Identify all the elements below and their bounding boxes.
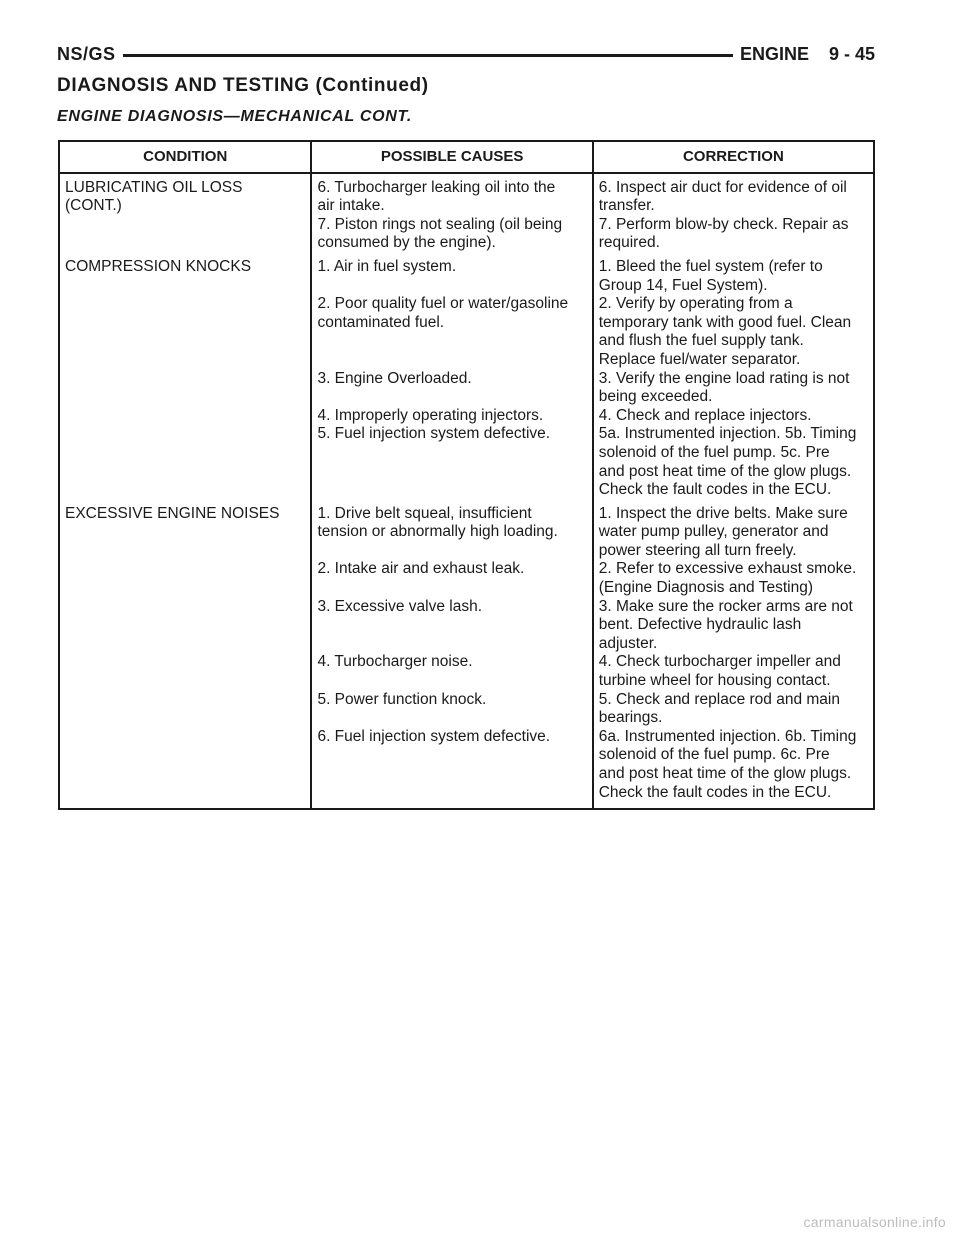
correction-cell: [593, 500, 874, 561]
cell-line: 6. Turbocharger leaking oil into the: [317, 178, 556, 196]
header-rule: [123, 54, 733, 57]
cause-cell: [311, 370, 592, 407]
cause-cell: [311, 407, 592, 426]
page-header: [57, 41, 875, 67]
cell-line: required.: [598, 234, 660, 252]
cause-cell: [311, 295, 592, 369]
cell-line: 2. Verify by operating from a: [598, 295, 793, 313]
cell-line: air intake.: [317, 197, 385, 215]
cell-line: 5. Fuel injection system defective.: [317, 425, 551, 443]
condition-cell: [59, 173, 311, 216]
condition-cell: [59, 653, 311, 690]
cell-line: 1. Drive belt squeal, insufficient: [317, 504, 532, 522]
watermark: carmanualsonline.info: [803, 1214, 946, 1230]
cell-line: consumed by the engine).: [317, 234, 496, 252]
section-name: ENGINE: [739, 44, 809, 64]
cause-cell: [311, 216, 592, 253]
cell-line: 5. Power function knock.: [317, 690, 487, 708]
cell-line: 6. Inspect air duct for evidence of oil: [598, 178, 847, 196]
cell-line: and post heat time of the glow plugs.: [598, 765, 852, 782]
correction-cell: [593, 216, 874, 253]
cell-line: 7. Perform blow-by check. Repair as: [598, 215, 849, 233]
vehicle-code: NS/GS: [57, 44, 116, 64]
column-header-correction: CORRECTION: [593, 141, 874, 173]
condition-cell: [59, 598, 311, 654]
table-row: [59, 253, 874, 295]
table-row: [59, 653, 874, 690]
table-row: [59, 728, 874, 809]
cell-line: 4. Check turbocharger impeller and: [598, 653, 841, 671]
cell-line: 3. Verify the engine load rating is not: [598, 369, 850, 387]
condition-cell: [59, 425, 311, 499]
correction-cell: [593, 653, 874, 690]
table-row: [59, 560, 874, 597]
cell-line: solenoid of the fuel pump. 5c. Pre: [598, 443, 830, 461]
subsection-title: ENGINE DIAGNOSIS—MECHANICAL CONT.: [57, 108, 412, 125]
cell-line: 4. Turbocharger noise.: [317, 653, 473, 671]
cell-line: and flush the fuel supply tank.: [598, 332, 804, 350]
cause-cell: [311, 253, 592, 295]
header-right: [740, 44, 875, 65]
cell-line: COMPRESSION KNOCKS: [65, 257, 252, 275]
table-header-row: [59, 141, 874, 173]
cell-line: 4. Check and replace injectors.: [598, 406, 812, 424]
correction-cell: [593, 425, 874, 499]
cell-line: 1. Bleed the fuel system (refer to: [598, 257, 823, 275]
cell-line: 3. Make sure the rocker arms are not: [598, 597, 853, 615]
table-row: [59, 691, 874, 728]
table-row: [59, 407, 874, 426]
cause-cell: [311, 425, 592, 499]
cell-line: LUBRICATING OIL LOSS: [65, 178, 243, 196]
cell-line: bearings.: [598, 709, 663, 727]
cause-cell: [311, 653, 592, 690]
condition-cell: [59, 407, 311, 426]
cell-line: tension or abnormally high loading.: [317, 523, 558, 541]
condition-cell: [59, 216, 311, 253]
cell-line: 2. Poor quality fuel or water/gasoline: [317, 295, 569, 313]
section-title: DIAGNOSIS AND TESTING (Continued): [57, 75, 429, 96]
cell-line: adjuster.: [598, 634, 658, 652]
cell-line: and post heat time of the glow plugs.: [598, 462, 852, 480]
cell-line: contaminated fuel.: [317, 313, 445, 331]
condition-cell: [59, 295, 311, 369]
correction-cell: [593, 560, 874, 597]
condition-cell: [59, 500, 311, 561]
cell-line: 6a. Instrumented injection. 6b. Timing: [598, 727, 857, 745]
cell-line: 7. Piston rings not sealing (oil being: [317, 215, 563, 233]
table-row: [59, 173, 874, 216]
cause-cell: [311, 598, 592, 654]
cell-line: turbine wheel for housing contact.: [598, 672, 831, 690]
correction-cell: [593, 370, 874, 407]
correction-cell: [593, 598, 874, 654]
cell-line: power steering all turn freely.: [598, 541, 797, 559]
cell-line: 5. Check and replace rod and main: [598, 690, 840, 708]
condition-cell: [59, 370, 311, 407]
cell-line: 1. Inspect the drive belts. Make sure: [598, 504, 848, 522]
correction-cell: [593, 173, 874, 216]
cell-line: 2. Refer to excessive exhaust smoke.: [598, 560, 857, 578]
cell-line: transfer.: [598, 197, 655, 215]
cause-cell: [311, 500, 592, 561]
cause-cell: [311, 728, 592, 809]
correction-cell: [593, 295, 874, 369]
table-row: [59, 500, 874, 561]
cell-line: water pump pulley, generator and: [598, 523, 829, 541]
cause-cell: [311, 560, 592, 597]
cell-line: 5a. Instrumented injection. 5b. Timing: [598, 425, 857, 443]
cell-line: 2. Intake air and exhaust leak.: [317, 560, 525, 578]
cell-line: solenoid of the fuel pump. 6c. Pre: [598, 746, 830, 764]
table-row: [59, 295, 874, 369]
table-row: [59, 370, 874, 407]
column-header-causes: POSSIBLE CAUSES: [311, 141, 592, 173]
cause-cell: [311, 691, 592, 728]
cell-line: Check the fault codes in the ECU.: [598, 783, 832, 801]
condition-cell: [59, 560, 311, 597]
cell-line: 1. Air in fuel system.: [317, 257, 457, 275]
condition-cell: [59, 253, 311, 295]
table-row: [59, 598, 874, 654]
cell-line: Group 14, Fuel System).: [598, 276, 768, 294]
cause-cell: [311, 173, 592, 216]
table-row: [59, 425, 874, 499]
correction-cell: [593, 253, 874, 295]
cell-line: 3. Engine Overloaded.: [317, 369, 472, 387]
cell-line: 6. Fuel injection system defective.: [317, 727, 551, 745]
cell-line: being exceeded.: [598, 388, 713, 406]
correction-cell: [593, 728, 874, 809]
cell-line: Check the fault codes in the ECU.: [598, 481, 832, 499]
cell-line: temporary tank with good fuel. Clean: [598, 313, 852, 331]
page-number: 9 - 45: [828, 44, 875, 64]
cell-line: 3. Excessive valve lash.: [317, 597, 482, 615]
diagnosis-table: [58, 140, 875, 810]
cell-line: EXCESSIVE ENGINE NOISES: [65, 504, 280, 522]
column-header-condition: CONDITION: [59, 141, 311, 173]
cell-line: bent. Defective hydraulic lash: [598, 616, 802, 634]
cell-line: Replace fuel/water separator.: [598, 350, 801, 368]
cell-line: (CONT.): [65, 197, 122, 215]
table-row: [59, 216, 874, 253]
table-body: [59, 173, 874, 810]
cell-line: (Engine Diagnosis and Testing): [598, 579, 813, 597]
correction-cell: [593, 691, 874, 728]
condition-cell: [59, 691, 311, 728]
correction-cell: [593, 407, 874, 426]
condition-cell: [59, 728, 311, 809]
cell-line: 4. Improperly operating injectors.: [317, 406, 544, 424]
